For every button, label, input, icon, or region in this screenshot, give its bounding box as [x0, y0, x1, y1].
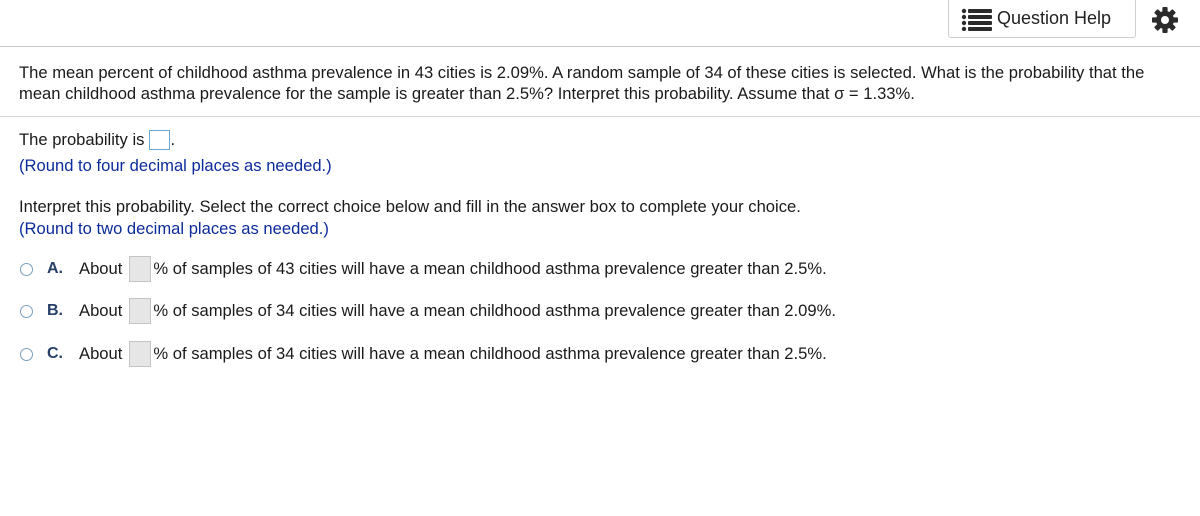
- choice-c-letter: C.: [47, 345, 63, 362]
- interpret-instruction: Interpret this probability. Select the correct choice below and fill in the answer box to complete your choice.: [19, 197, 801, 216]
- interpret-hint: (Round to two decimal places as needed.): [19, 219, 329, 238]
- choice-a-answer-input[interactable]: [129, 256, 151, 282]
- probability-hint: (Round to four decimal places as needed.): [19, 156, 332, 175]
- choice-a-radio[interactable]: [20, 263, 33, 276]
- choice-c[interactable]: [20, 342, 827, 366]
- choice-c-text: % of samples of 34 cities will have a mean childhood asthma prevalence greater than 2.5%.: [153, 344, 827, 363]
- question-help-button[interactable]: [948, 0, 1136, 38]
- choice-a[interactable]: [20, 257, 827, 281]
- gear-icon: [1148, 3, 1182, 37]
- probability-row: [19, 129, 175, 151]
- probability-answer-input[interactable]: [149, 130, 170, 150]
- list-icon: [961, 7, 993, 31]
- question-text: The mean percent of childhood asthma prevalence in 43 cities is 2.09%. A random sample of 34 of these cities is selected. What is the probability that the mean childhood asthma prevalence for the sample is greater than 2.5%? Interpret this probability. Assume that σ = 1.33%.: [19, 63, 1145, 103]
- divider: [0, 116, 1200, 117]
- choice-b-text: % of samples of 34 cities will have a mean childhood asthma prevalence greater than 2.09%.: [153, 301, 836, 320]
- choice-c-radio[interactable]: [20, 348, 33, 361]
- choice-c-prefix: About: [79, 344, 123, 363]
- choice-b[interactable]: [20, 299, 836, 323]
- choice-b-radio[interactable]: [20, 305, 33, 318]
- choice-b-prefix: About: [79, 301, 123, 320]
- choice-c-answer-input[interactable]: [129, 341, 151, 367]
- probability-label: The probability is: [19, 130, 145, 149]
- choice-a-prefix: About: [79, 259, 123, 278]
- choice-a-letter: A.: [47, 260, 63, 277]
- probability-suffix: .: [170, 130, 176, 149]
- settings-button[interactable]: [1148, 3, 1182, 37]
- toolbar: [0, 0, 1200, 47]
- choice-b-letter: B.: [47, 302, 63, 319]
- choice-b-answer-input[interactable]: [129, 298, 151, 324]
- question-help-label: Question Help: [997, 8, 1112, 28]
- choice-a-text: % of samples of 43 cities will have a mean childhood asthma prevalence greater than 2.5%.: [153, 259, 827, 278]
